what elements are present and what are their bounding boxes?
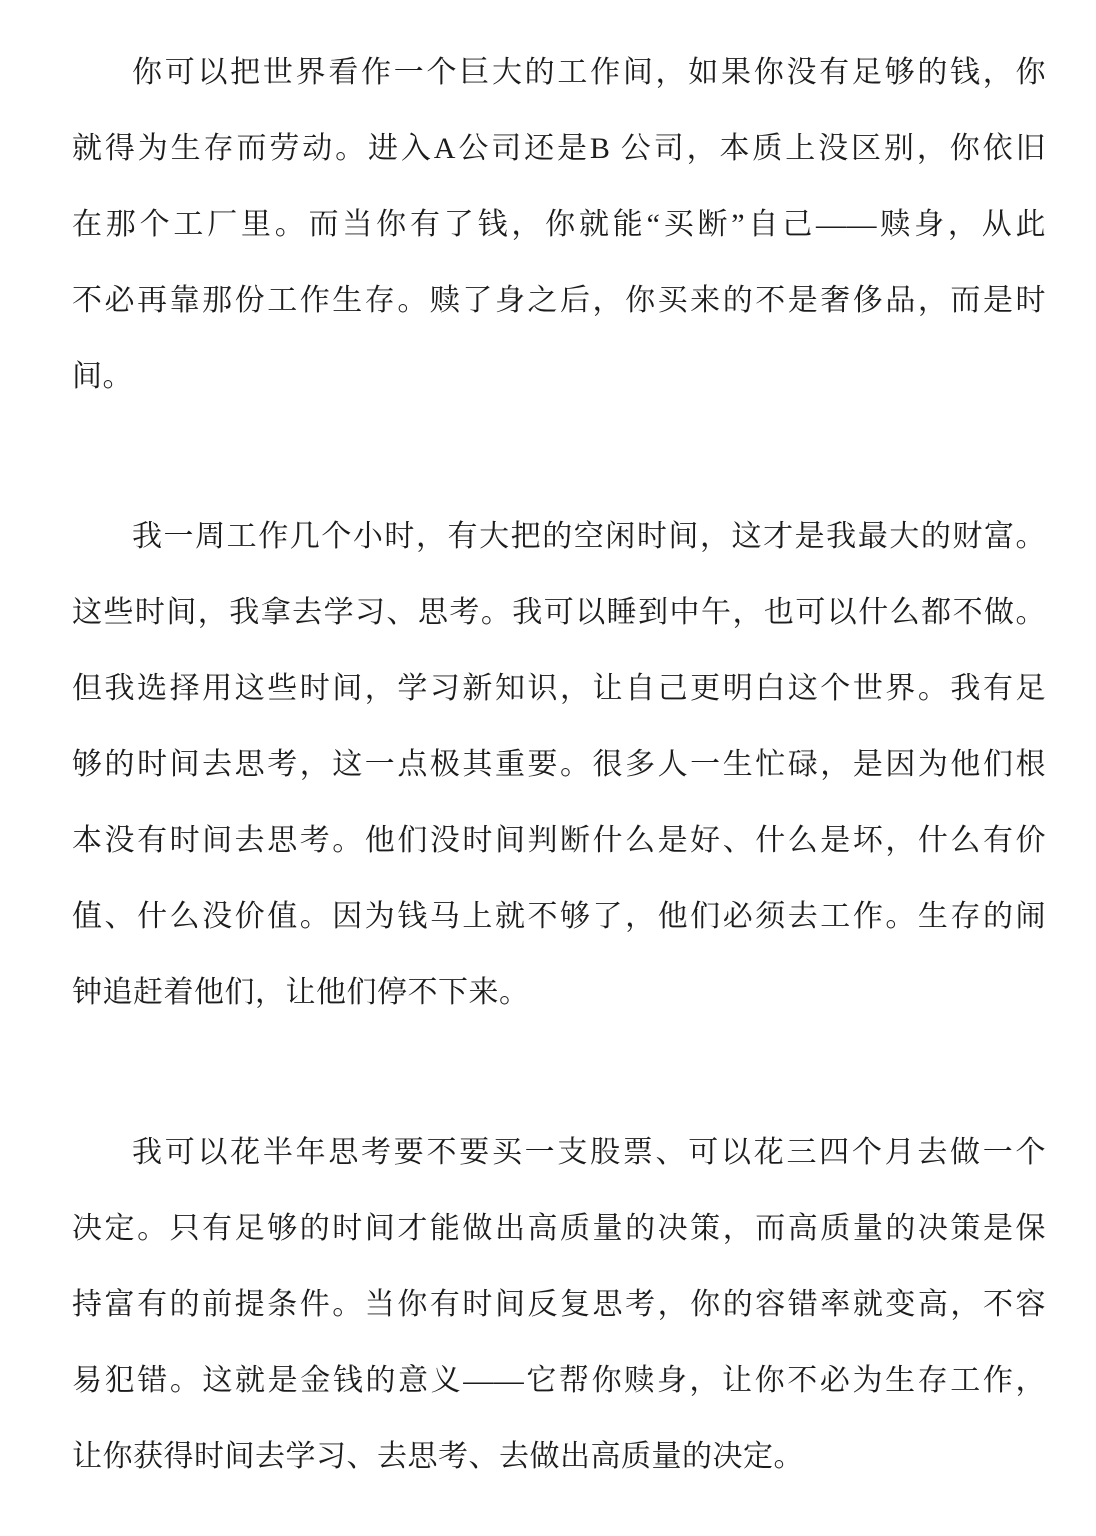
- paragraph-1: [72, 35, 1046, 415]
- text-line: 就得为生存而劳动。进入A公司还是B 公司，本质上没区别，你依旧: [72, 132, 1046, 165]
- text-line: 本没有时间去思考。他们没时间判断什么是好、什么是坏，什么有价: [72, 824, 1046, 857]
- text-line: 我可以花半年思考要不要买一支股票、可以花三四个月去做一个: [132, 1136, 1046, 1169]
- text-line: 钟追赶着他们，让他们停不下来。: [72, 976, 530, 1009]
- text-line: 不必再靠那份工作生存。赎了身之后，你买来的不是奢侈品，而是时: [72, 284, 1046, 317]
- paragraph-3: [72, 1115, 1046, 1495]
- text-line: 值、什么没价值。因为钱马上就不够了，他们必须去工作。生存的闹: [72, 900, 1046, 933]
- text-line: 但我选择用这些时间，学习新知识，让自己更明白这个世界。我有足: [72, 672, 1046, 705]
- paragraph-2: [72, 499, 1046, 1031]
- text-line: 易犯错。这就是金钱的意义——它帮你赎身，让你不必为生存工作，: [72, 1364, 1046, 1397]
- text-line: 你可以把世界看作一个巨大的工作间，如果你没有足够的钱，你: [132, 56, 1046, 89]
- text-line: 间。: [72, 360, 133, 393]
- text-line: 持富有的前提条件。当你有时间反复思考，你的容错率就变高，不容: [72, 1288, 1046, 1321]
- text-line: 这些时间，我拿去学习、思考。我可以睡到中午，也可以什么都不做。: [72, 596, 1046, 629]
- text-line: 我一周工作几个小时，有大把的空闲时间，这才是我最大的财富。: [132, 520, 1046, 553]
- text-line: 在那个工厂里。而当你有了钱，你就能“买断”自己——赎身，从此: [72, 208, 1046, 241]
- text-line: 让你获得时间去学习、去思考、去做出高质量的决定。: [72, 1440, 804, 1473]
- text-line: 够的时间去思考，这一点极其重要。很多人一生忙碌，是因为他们根: [72, 748, 1046, 781]
- text-line: 决定。只有足够的时间才能做出高质量的决策，而高质量的决策是保: [72, 1212, 1046, 1245]
